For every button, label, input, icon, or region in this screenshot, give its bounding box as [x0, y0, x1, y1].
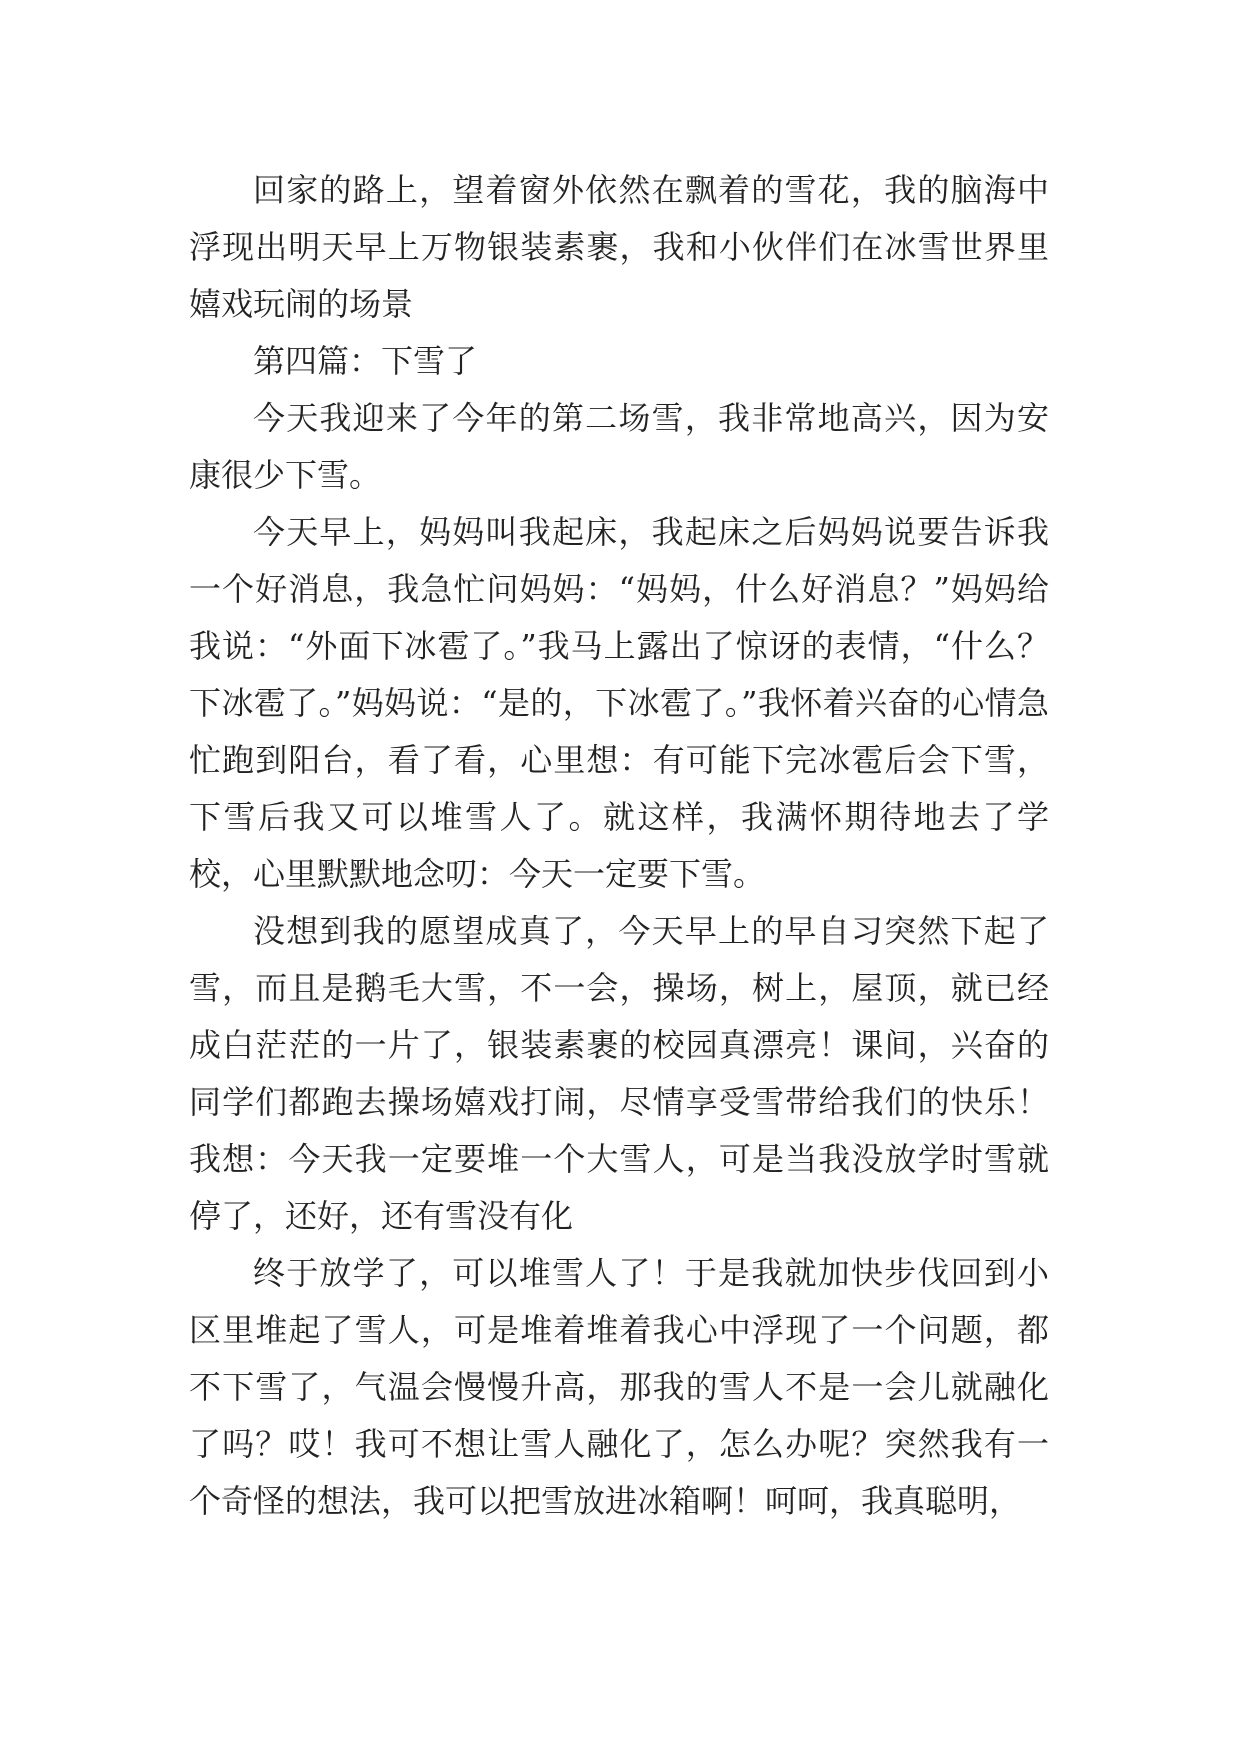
paragraph-snow-memory: 回家的路上，望着窗外依然在飘着的雪花，我的脑海中浮现出明天早上万物银装素裹，我和小伙伴们在冰雪世界里嬉戏玩闹的场景 [189, 171, 1049, 323]
paragraph-second-snow: 今天我迎来了今年的第二场雪，我非常地高兴，因为安康很少下雪。 [189, 399, 1049, 494]
paragraph-build-snowman: 终于放学了，可以堆雪人了！于是我就加快步伐回到小区里堆起了雪人，可是堆着堆着我心中浮现了一个问题，都不下雪了，气温会慢慢升高，那我的雪人不是一会儿就融化了吗？哎！我可不想让雪人融化了，怎么办呢？突然我有一个奇怪的想法，我可以把雪放进冰箱啊！呵呵，我真聪明， [189, 1254, 1049, 1520]
section-heading: 第四篇：下雪了 [253, 342, 478, 380]
document-body [189, 162, 1049, 1530]
paragraph-morning-news: 今天早上，妈妈叫我起床，我起床之后妈妈说要告诉我一个好消息，我急忙问妈妈：“妈妈，什么好消息？”妈妈给我说：“外面下冰雹了。”我马上露出了惊讶的表情，“什么？下冰雹了。”妈妈说：“是的，下冰雹了。”我怀着兴奋的心情急忙跑到阳台，看了看，心里想：有可能下完冰雹后会下雪，下雪后我又可以堆雪人了。就这样，我满怀期待地去了学校，心里默默地念叨：今天一定要下雪。 [189, 513, 1049, 893]
paragraph-wish-comes-true: 没想到我的愿望成真了，今天早上的早自习突然下起了雪，而且是鹅毛大雪，不一会，操场，树上，屋顶，就已经成白茫茫的一片了，银装素裹的校园真漂亮！课间，兴奋的同学们都跑去操场嬉戏打闹，尽情享受雪带给我们的快乐！我想：今天我一定要堆一个大雪人，可是当我没放学时雪就停了，还好，还有雪没有化 [189, 912, 1049, 1235]
